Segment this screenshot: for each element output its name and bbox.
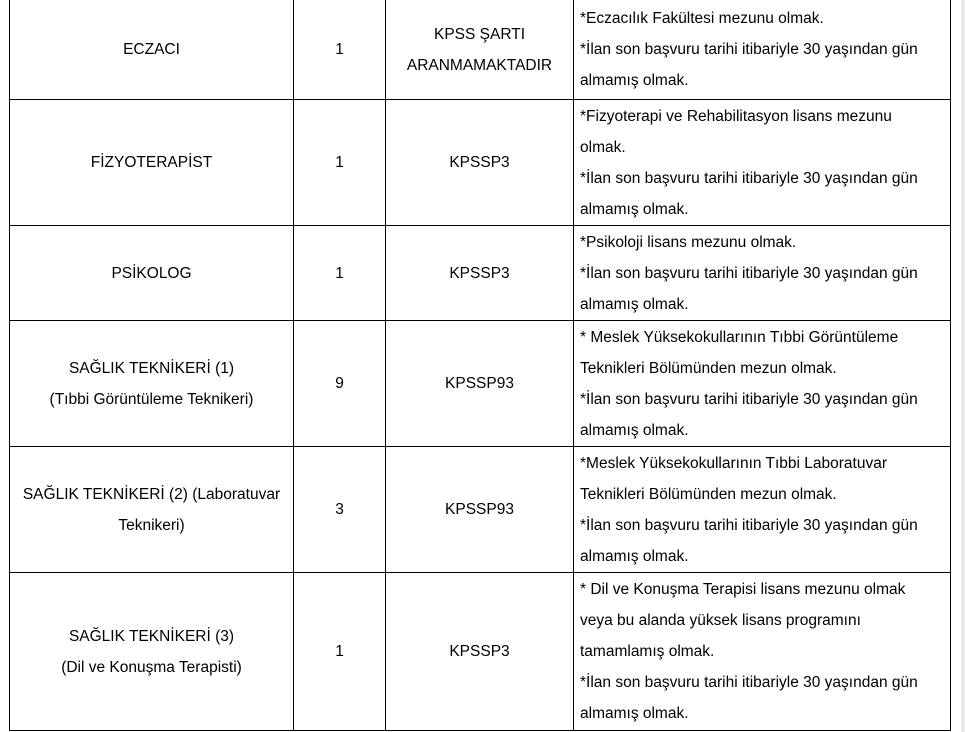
exam-requirement-cell (386, 0, 574, 100)
qualifications-cell (574, 447, 951, 573)
qualifications-cell (574, 226, 951, 321)
exam-requirement-cell-line: KPSSP93 (445, 501, 514, 518)
qualifications-cell-line: *İlan son başvuru tarihi itibariyle 30 yaşından gün (580, 264, 918, 282)
position-count-cell: 1 (294, 0, 386, 100)
qualifications-cell (574, 321, 951, 447)
position-count-cell: 1 (294, 573, 386, 731)
exam-requirement-cell-line: KPSSP93 (445, 375, 514, 392)
table-row (10, 321, 951, 447)
qualifications-cell-line: *İlan son başvuru tarihi itibariyle 30 yaşından gün (580, 516, 918, 534)
qualifications-cell-line: *Fizyoterapi ve Rehabilitasyon lisans mezunu (580, 107, 892, 125)
qualifications-cell-line: * Dil ve Konuşma Terapisi lisans mezunu olmak (580, 581, 906, 598)
exam-requirement-cell-line: KPSSP3 (449, 154, 510, 171)
qualifications-cell (574, 573, 951, 731)
position-title-cell (10, 573, 294, 731)
position-title-cell-line: SAĞLIK TEKNİKERİ (3) (68, 627, 235, 645)
qualifications-cell-line: almamış olmak. (580, 705, 689, 722)
exam-requirement-cell (386, 226, 574, 321)
table-row (10, 100, 951, 226)
table-row (10, 573, 951, 731)
exam-requirement-cell (386, 321, 574, 447)
table-row (10, 0, 951, 100)
qualifications-cell-line: *İlan son başvuru tarihi itibariyle 30 yaşından gün (580, 390, 918, 408)
exam-requirement-cell (386, 100, 574, 226)
position-title-cell-line: PSİKOLOG (111, 264, 192, 282)
qualifications-cell-line: *Psikoloji lisans mezunu olmak. (580, 233, 797, 251)
exam-requirement-cell-line: ARANMAMAKTADIR (406, 56, 553, 74)
qualifications-cell-line: almamış olmak. (580, 547, 689, 565)
qualifications-cell (574, 100, 951, 226)
position-title-cell (10, 100, 294, 226)
positions-table-body (10, 0, 951, 731)
position-title-cell-line: SAĞLIK TEKNİKERİ (2) (Laboratuvar (22, 485, 281, 503)
position-title-cell (10, 447, 294, 573)
qualifications-cell-line: olmak. (580, 138, 626, 156)
position-count-cell: 3 (294, 447, 386, 573)
qualifications-cell-line: tamamlamış olmak. (580, 643, 715, 660)
qualifications-cell-line: *İlan son başvuru tarihi itibariyle 30 yaşından gün (580, 41, 918, 58)
position-title-cell (10, 0, 294, 100)
exam-requirement-cell (386, 447, 574, 573)
qualifications-cell-line: *Eczacılık Fakültesi mezunu olmak. (580, 10, 824, 27)
position-count-cell: 9 (294, 321, 386, 447)
qualifications-cell-line: almamış olmak. (580, 421, 689, 439)
qualifications-cell-line: almamış olmak. (580, 72, 689, 89)
position-title-cell (10, 226, 294, 321)
position-title-cell-line: (Dil ve Konuşma Terapisti) (61, 658, 242, 676)
qualifications-cell-line: * Meslek Yüksekokullarının Tıbbi Görüntüleme (580, 328, 899, 346)
position-title-cell-line: FİZYOTERAPİST (90, 154, 213, 171)
qualifications-cell (574, 0, 951, 100)
exam-requirement-cell-line: KPSS ŞARTI (433, 25, 526, 43)
position-title-cell-line: (Tıbbi Görüntüleme Teknikeri) (49, 390, 254, 408)
position-title-cell-line: SAĞLIK TEKNİKERİ (1) (68, 359, 235, 377)
table-row (10, 226, 951, 321)
qualifications-cell-line: almamış olmak. (580, 295, 689, 313)
qualifications-cell-line: *İlan son başvuru tarihi itibariyle 30 yaşından gün (580, 169, 918, 187)
qualifications-cell-line: almamış olmak. (580, 200, 689, 218)
qualifications-cell-line: *İlan son başvuru tarihi itibariyle 30 yaşından gün (580, 674, 918, 691)
position-title-cell (10, 321, 294, 447)
exam-requirement-cell-line: KPSSP3 (449, 264, 510, 282)
table-row (10, 447, 951, 573)
page-right-edge (961, 0, 965, 732)
qualifications-cell-line: veya bu alanda yüksek lisans programını (580, 612, 861, 629)
exam-requirement-cell-line: KPSSP3 (449, 643, 510, 660)
position-title-cell-line: ECZACI (123, 41, 180, 58)
qualifications-cell-line: *Meslek Yüksekokullarının Tıbbi Laboratuvar (580, 454, 888, 472)
qualifications-cell-line: Teknikleri Bölümünden mezun olmak. (580, 359, 837, 377)
qualifications-cell-line: Teknikleri Bölümünden mezun olmak. (580, 485, 837, 503)
position-title-cell-line: Teknikeri) (118, 516, 185, 534)
position-count-cell: 1 (294, 100, 386, 226)
exam-requirement-cell (386, 573, 574, 731)
positions-table (9, 0, 951, 731)
position-count-cell: 1 (294, 226, 386, 321)
